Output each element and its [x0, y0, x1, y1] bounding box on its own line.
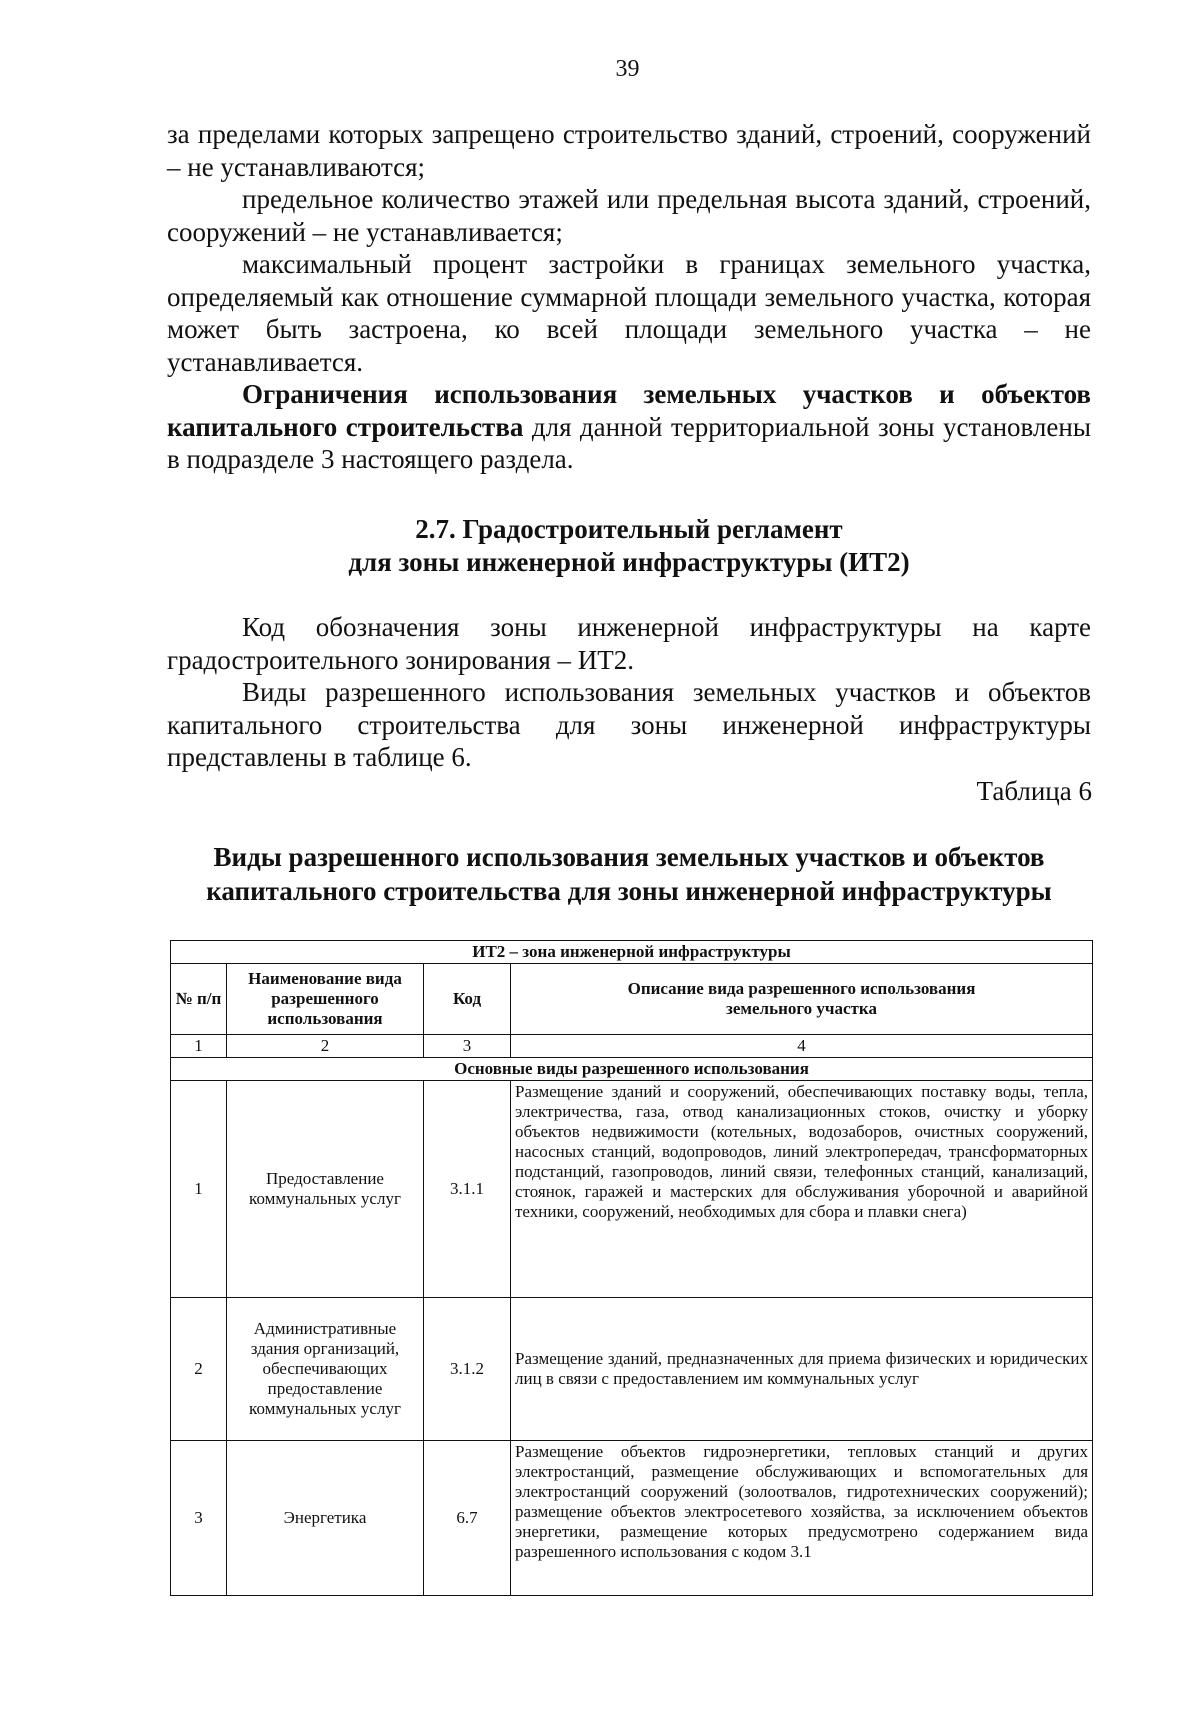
table-row: [171, 1298, 1093, 1441]
section-heading: [167, 513, 1091, 579]
row-description: Размещение зданий и сооружений, обеспечивающих поставку воды, тепла, электричества, газа, отвод канализационных стоков, очистку и уборку объектов недвижимости (котельных, водозаборов, очистных сооружений, насосных станций, водопроводов, линий электропередач, трансформаторных подстанций, газопроводов, линий связи, телефонных станций, канализаций, стоянок, гаражей и мастерских для обслуживания уборочной и аварийной техники, сооружений, необходимых для сбора и плавки снега): [511, 1081, 1093, 1298]
section-heading-line-2: для зоны инженерной инфраструктуры (ИТ2): [348, 547, 910, 577]
row-description: Размещение объектов гидроэнергетики, тепловых станций и других электростанций, размещение обслуживающих и вспомогательных для электростанций сооружений (золоотвалов, гидротехнических сооружений); размещение объектов электросетевого хозяйства, за исключением объектов энергетики, размещение которых предусмотрено содержанием вида разрешенного использования с кодом 3.1: [511, 1441, 1093, 1596]
page-number: 39: [615, 56, 640, 82]
row-name: Энергетика: [227, 1441, 424, 1596]
table-title: [150, 840, 1108, 908]
header-name: Наименование вида разрешенного использования: [227, 964, 424, 1035]
table-group-caption-row: [171, 1058, 1093, 1081]
paragraph: максимальный процент застройки в границах земельного участка, определяемый как отношение суммарной площади земельного участка, которая может быть застроена, ко всей площади земельного участка – не устанавливается.: [167, 249, 1091, 377]
header-description: Описание вида разрешенного использования земельного участка: [511, 964, 1093, 1035]
row-code: 3.1.1: [424, 1081, 511, 1298]
table-title-line-2: капитального строительства для зоны инженерной инфраструктуры: [206, 876, 1052, 906]
paragraph: предельное количество этажей или предельная высота зданий, строений, сооружений – не устанавливается;: [167, 184, 1091, 247]
paragraph: за пределами которых запрещено строительство зданий, строений, сооружений – не устанавливаются;: [167, 119, 1091, 182]
section-heading-line-1: 2.7. Градостроительный регламент: [415, 514, 843, 544]
table-zone-caption-row: [171, 941, 1093, 964]
section-text-block: [167, 611, 1091, 774]
row-num: 2: [171, 1298, 227, 1441]
table-label: Таблица 6: [976, 776, 1092, 806]
group-caption: Основные виды разрешенного использования: [171, 1058, 1093, 1081]
zone-caption: ИТ2 – зона инженерной инфраструктуры: [171, 941, 1093, 964]
row-num: 3: [171, 1441, 227, 1596]
table-column-numbers-row: [171, 1035, 1093, 1058]
table-row: [171, 1441, 1093, 1596]
restriction-text: для данной территориальной зоны установлены в подразделе 3 настоящего раздела.: [167, 411, 1091, 474]
restriction-paragraph: [167, 378, 1091, 476]
table-title-line-1: Виды разрешенного использования земельных участков и объектов: [213, 842, 1045, 872]
row-description: Размещение зданий, предназначенных для приема физических и юридических лиц в связи с предоставлением им коммунальных услуг: [511, 1298, 1093, 1441]
row-name: Предоставление коммунальных услуг: [227, 1081, 424, 1298]
column-number: 3: [424, 1035, 511, 1058]
header-num: № п/п: [171, 964, 227, 1035]
header-code: Код: [424, 964, 511, 1035]
row-name: Административные здания организаций, обеспечивающих предоставление коммунальных услуг: [227, 1298, 424, 1441]
top-text-block: [167, 118, 1091, 476]
paragraph: Виды разрешенного использования земельных участков и объектов капитального строительства для зоны инженерной инфраструктуры представлены в таблице 6.: [167, 677, 1091, 772]
table-row: [171, 1081, 1093, 1298]
paragraph: Код обозначения зоны инженерной инфраструктуры на карте градостроительного зонирования – ИТ2.: [167, 612, 1091, 675]
zone-table: [170, 940, 1093, 1596]
row-code: 3.1.2: [424, 1298, 511, 1441]
row-num: 1: [171, 1081, 227, 1298]
column-number: 1: [171, 1035, 227, 1058]
column-number: 4: [511, 1035, 1093, 1058]
restriction-bold-text: Ограничения использования земельных участков и объектов капитального строительства: [167, 379, 1091, 442]
table-header-row: [171, 964, 1093, 1035]
row-code: 6.7: [424, 1441, 511, 1596]
column-number: 2: [227, 1035, 424, 1058]
